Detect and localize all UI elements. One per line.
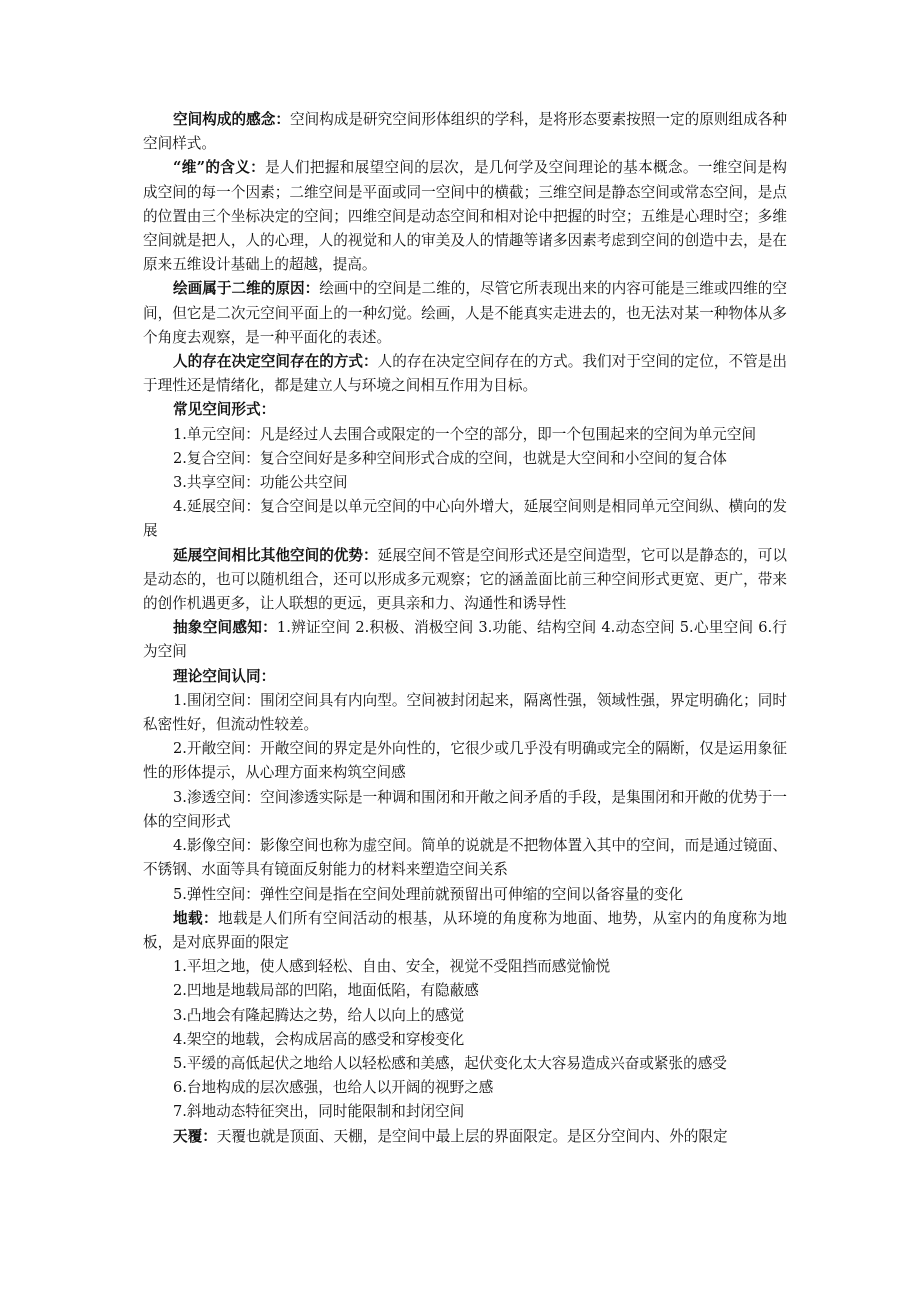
heading-spatial-composition: 空间构成的感念：: [173, 111, 290, 128]
text-spatial-composition: 空间构成是研究空间形体组织的学科，是将形态要素按照一定的原则组成各种空间样式。: [143, 111, 787, 153]
list-item-flexible-space: [143, 883, 787, 907]
text-concave-ground: 2.凹地是地载局部的凹陷，地面低陷，有隐蔽感: [173, 982, 479, 1000]
list-item-image-space: [143, 834, 787, 882]
heading-human-existence: 人的存在决定空间存在的方式：: [173, 353, 378, 371]
text-flexible-space: 5.弹性空间：弹性空间是指在空间处理前就预留出可伸缩的空间以备容量的变化: [173, 885, 684, 903]
heading-ceiling-plane: 天覆：: [173, 1127, 217, 1145]
list-item-concave-ground: [143, 979, 787, 1003]
paragraph-painting-2d: [143, 277, 787, 350]
list-item-compound-space: [143, 447, 787, 471]
heading-common-forms: 常见空间形式：: [173, 401, 276, 419]
list-item-enclosed-space: [143, 689, 787, 737]
list-item-open-space: [143, 737, 787, 785]
text-undulating-ground: 5.平缓的高低起伏之地给人以轻松感和美感，起伏变化太大容易造成兴奋或紧张的感受: [173, 1054, 727, 1072]
text-extended-advantages: 延展空间不管是空间形式还是空间造型，它可以是静态的，可以是动态的，也可以随机组合，还可以形成多元观察；它的涵盖面比前三种空间形式更宽、更广，带来的创作机遇更多，让人联想的更远，更具亲和力、沟通性和诱导性: [143, 546, 787, 613]
text-image-space: 4.影像空间：影像空间也称为虚空间。简单的说就是不把物体置入其中的空间，而是通过镜面、不锈钢、水面等具有镜面反射能力的材料来塑造空间关系: [143, 837, 787, 879]
text-terrace-ground: 6.台地构成的层次感强，也给人以开阔的视野之感: [173, 1079, 494, 1097]
text-open-space: 2.开敞空间：开敞空间的界定是外向性的，它很少或几乎没有明确或完全的隔断，仅是运用象征性的形体提示，从心理方面来构筑空间感: [143, 740, 787, 782]
paragraph-ceiling-plane: [143, 1125, 787, 1149]
paragraph-human-existence: [143, 350, 787, 398]
text-extended-space: 4.延展空间：复合空间是以单元空间的中心向外增大，延展空间则是相同单元空间纵、横向的发展: [143, 498, 787, 540]
text-permeable-space: 3.渗透空间：空间渗透实际是一种调和围闭和开敞之间矛盾的手段，是集围闭和开敞的优势于一体的空间形式: [143, 788, 787, 830]
text-unit-space: 1.单元空间：凡是经过人去围合或限定的一个空的部分，即一个包围起来的空间为单元空间: [173, 425, 757, 443]
list-item-extended-space: [143, 495, 787, 543]
paragraph-extended-advantages: [143, 544, 787, 617]
paragraph-spatial-composition: [143, 108, 787, 156]
text-sloped-ground: 7.斜地动态特征突出，同时能限制和封闭空间: [173, 1103, 465, 1121]
text-painting-2d: 绘画中的空间是二维的，尽管它所表现出来的内容可能是三维或四维的空间，但它是二次元空间平面上的一种幻觉。绘画，人是不能真实走进去的，也无法对某一种物体从多个角度去观察，是一种平面化的表述。: [143, 280, 787, 346]
text-compound-space: 2.复合空间：复合空间好是多种空间形式合成的空间，也就是大空间和小空间的复合体: [173, 449, 727, 467]
paragraph-theoretical-space: [143, 665, 787, 689]
list-item-flat-ground: [143, 955, 787, 979]
heading-dimension-meaning: “维”的含义：: [173, 159, 266, 177]
paragraph-abstract-perception: [143, 616, 787, 664]
text-abstract-perception: 1.辨证空间 2.积极、消极空间 3.功能、结构空间 4.动态空间 5.心里空间 6.行为空间: [143, 619, 787, 661]
text-convex-ground: 3.凸地会有隆起腾达之势，给人以向上的感觉: [173, 1006, 465, 1024]
text-flat-ground: 1.平坦之地，使人感到轻松、自由、安全，视觉不受阻挡而感觉愉悦: [173, 958, 611, 976]
text-elevated-ground: 4.架空的地载，会构成居高的感受和穿梭变化: [173, 1030, 465, 1048]
list-item-undulating-ground: [143, 1052, 787, 1076]
text-enclosed-space: 1.围闭空间：围闭空间具有内向型。空间被封闭起来，隔离性强，领域性强，界定明确化；同时私密性好，但流动性较差。: [143, 691, 787, 734]
list-item-permeable-space: [143, 786, 787, 834]
heading-extended-advantages: 延展空间相比其他空间的优势：: [173, 546, 378, 564]
list-item-terrace-ground: [143, 1076, 787, 1100]
list-item-elevated-ground: [143, 1028, 787, 1052]
heading-theoretical-space: 理论空间认同：: [173, 667, 276, 685]
list-item-unit-space: [143, 423, 787, 447]
text-human-existence: 人的存在决定空间存在的方式。我们对于空间的定位，不管是出于理性还是情绪化，都是建立人与环境之间相互作用为目标。: [143, 353, 787, 395]
paragraph-common-forms: [143, 398, 787, 422]
text-dimension-meaning: 是人们把握和展望空间的层次，是几何学及空间理论的基本概念。一维空间是构成空间的每一个因素；二维空间是平面或同一空间中的横截；三维空间是静态空间或常态空间，是点的位置由三个坐标决定的空间；四维空间是动态空间和相对论中把握的时空；五维是心理时空；多维空间就是把人，人的心理，人的视觉和人的审美及人的情趣等诸多因素考虑到空间的创造中去，是在原来五维设计基础上的超越，提高。: [143, 159, 787, 274]
list-item-shared-space: [143, 471, 787, 495]
list-item-convex-ground: [143, 1004, 787, 1028]
heading-ground-plane: 地载：: [173, 909, 218, 927]
heading-abstract-perception: 抽象空间感知：: [173, 619, 277, 637]
heading-painting-2d: 绘画属于二维的原因：: [173, 280, 320, 298]
text-shared-space: 3.共享空间：功能公共空间: [173, 474, 348, 492]
text-ceiling-plane: 天覆也就是顶面、天棚，是空间中最上层的界面限定。是区分空间内、外的限定: [216, 1127, 728, 1145]
paragraph-ground-plane: [143, 907, 787, 955]
paragraph-dimension-meaning: [143, 156, 787, 277]
list-item-sloped-ground: [143, 1100, 787, 1124]
text-ground-plane: 地载是人们所有空间活动的根基，从环境的角度称为地面、地势，从室内的角度称为地板，是对底界面的限定: [143, 909, 787, 951]
